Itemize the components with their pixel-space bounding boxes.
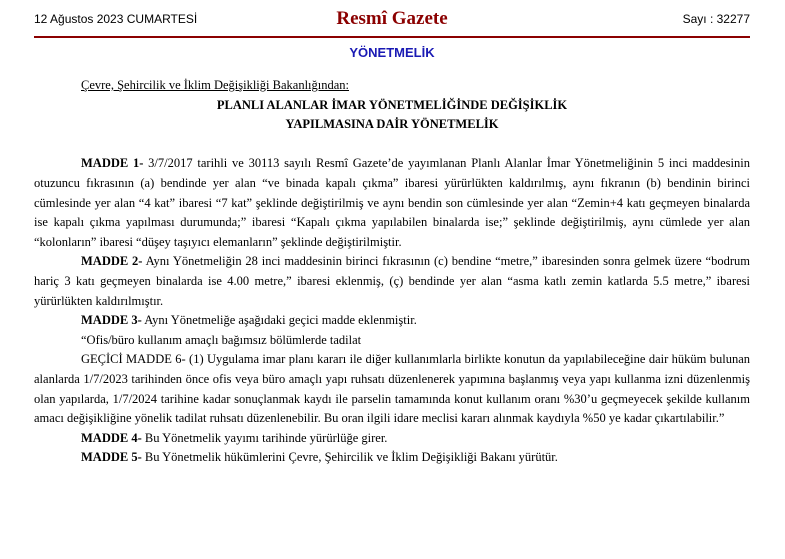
article-5 xyxy=(34,448,750,468)
article-label: MADDE 2- xyxy=(81,254,143,269)
document-body xyxy=(34,76,750,468)
issuing-ministry: Çevre, Şehircilik ve İklim Değişikliği Bakanlığından: xyxy=(81,78,350,92)
section-label: YÖNETMELİK xyxy=(349,45,435,60)
provisional-article-heading: “Ofis/büro kullanım amaçlı bağımsız bölümlerde tadilat xyxy=(81,332,362,347)
article-label: MADDE 3- xyxy=(81,313,142,328)
article-text: 3/7/2017 tarihli ve 30113 sayılı Resmî Gazete’de yayımlanan Planlı Alanlar İmar Yönetmeliğinin 5 inci maddesinin otuzuncu fıkrasının (a) bendinde yer alan “ve binada kapalı çıkma” ibaresi yürürlükten kaldırılmış, aynı fıkranın (b) bendinin birinci cümlesinde yer alan “4 kat” ibaresi “7 kat” şeklinde değiştirilmiş ve aynı bendin son cümlesinde yer alan “Zemin+4 katı geçmeyen binalarda ise kapalı çıkma yapılması durumunda;” ibaresi “Kapalı çıkma yapılabilen binalarda ise;” şeklinde değiştirilmiş, aynı cümlede yer alan “kolonların” ibaresi “düşey taşıyıcı elemanların” şeklinde değiştirilmiştir. xyxy=(34,156,750,249)
gazette-header xyxy=(34,8,750,36)
article-3 xyxy=(34,311,750,331)
article-label: MADDE 1- xyxy=(81,156,144,171)
article-text: Aynı Yönetmeliğin 28 inci maddesinin birinci fıkrasının (c) bendine “metre,” ibaresinden sonra gelmek üzere “bodrum hariç 3 katı geçmeyen binalarda ise 4.00 metre,” ibaresi eklenmiş, (ç) bendinde yer alan “asma katlı zemin katlarda 5.5 metre,” ibaresi yürürlükten kaldırılmıştır. xyxy=(34,254,750,308)
spacer xyxy=(34,135,750,155)
provisional-article-text: GEÇİCİ MADDE 6- (1) Uygulama imar planı kararı ile diğer kullanımlarla birlikte konutun da yapılabileceğine dair hüküm bulunan alanlarda 1/7/2023 tarihinden önce ofis veya büro amaçlı yapı ruhsatı düzenlenerek yapımına başlanmış veya yapı kullanma izni düzenlenmiş olan yapılarda, 1/7/2024 tarihine kadar sonuçlanmak kaydı ile parselin tamamında konut kullanım oranı %30’u geçmeyecek şekilde kullanım amacı değişikliğine yönelik tadilat ruhsatı düzenlenebilir. Bu oran ilgili idare meclisi kararı alınmak kaydıyla %50 ye kadar çıkartılabilir.” xyxy=(34,352,750,426)
article-text: Bu Yönetmelik hükümlerini Çevre, Şehircilik ve İklim Değişikliği Bakanı yürütür. xyxy=(141,450,558,465)
regulation-title-line-2: YAPILMASINA DAİR YÖNETMELİK xyxy=(285,117,499,132)
article-label: MADDE 5- xyxy=(81,450,142,465)
article-text: Bu Yönetmelik yayımı tarihinde yürürlüğe girer. xyxy=(141,430,388,445)
issue-date: 12 Ağustos 2023 CUMARTESİ xyxy=(34,12,198,26)
article-2 xyxy=(34,252,750,311)
gazette-title: Resmî Gazete xyxy=(336,8,448,29)
regulation-title-line-1: PLANLI ALANLAR İMAR YÖNETMELİĞİNDE DEĞİŞİKLİK xyxy=(216,97,568,112)
article-text: Aynı Yönetmeliğe aşağıdaki geçici madde eklenmiştir. xyxy=(141,313,417,328)
article-1 xyxy=(34,154,750,252)
issue-number: Sayı : 32277 xyxy=(682,12,750,26)
header-divider xyxy=(34,36,750,38)
article-4 xyxy=(34,429,750,449)
article-label: MADDE 4- xyxy=(81,430,142,445)
